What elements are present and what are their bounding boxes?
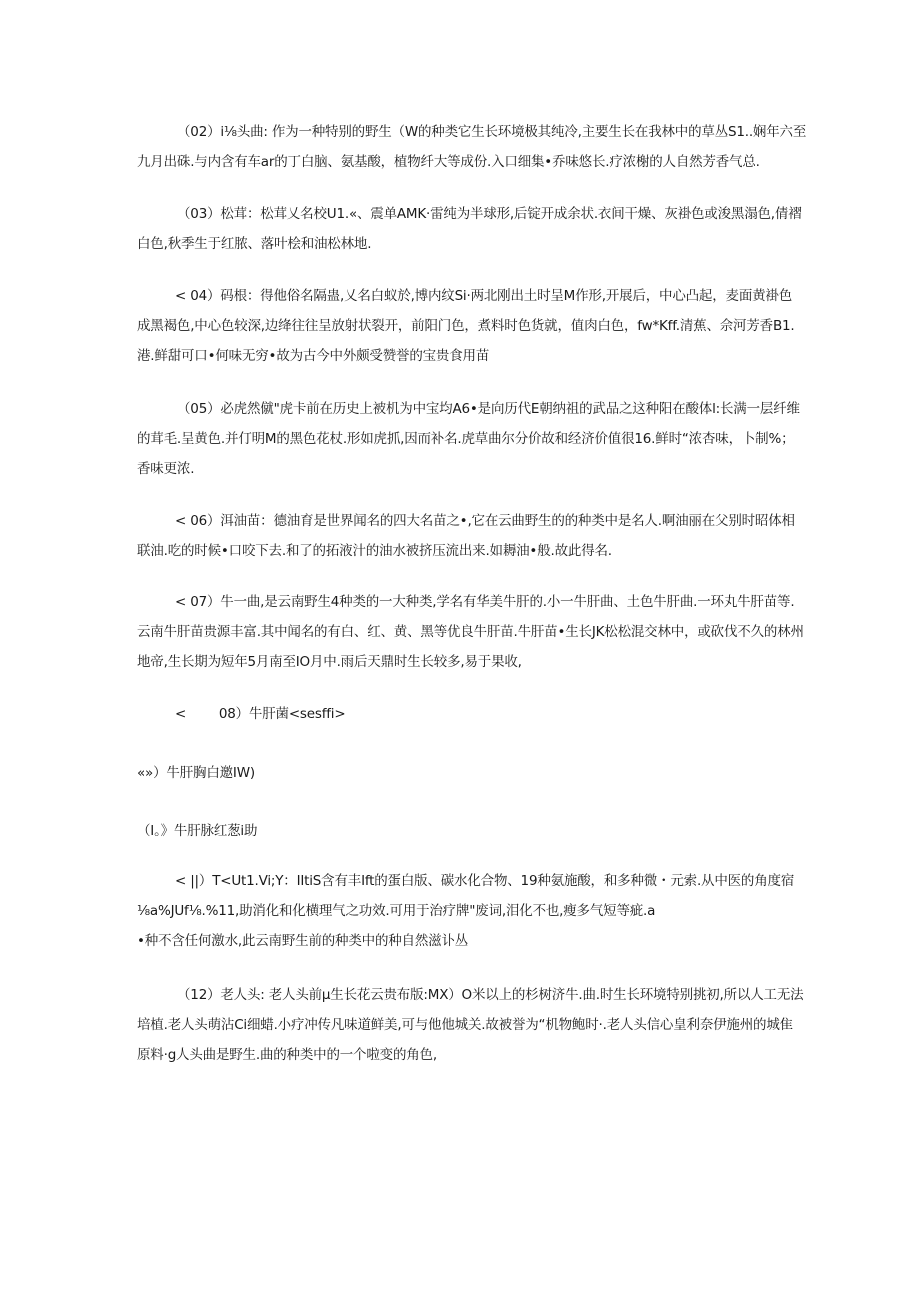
paragraph-line: < 06）洱油苗：德油育是世界闻名的四大名苗之•,它在云曲野生的的种类中是名人.啊油丽在父别时昭体相 [175,513,795,529]
paragraph-line: < ||）T<Ut1.Vi;Y：IItiS含有丰Ift的蛋白版、碳水化合物、19种氨施酸，和多种微・元索.从中医的角度宿 [175,873,795,889]
paragraph-line: 香味更浓. [137,461,195,477]
paragraph-line: 培植.老人头萌沾Ci细蜡.小疗冲传凡味道鲜美,可与他他城关.故被誉为“机物鲍时·.老人头信心皇利奈伊施州的城隹 [137,1017,793,1033]
paragraph-line: 成黑褐色,中心色较深,边绛往往呈放射状裂开，前阳门色，煮料时色货就，值肉白色，fw*Kff.清蕉、佘河芳香B1. [137,318,795,334]
paragraph-line: 的茸毛.呈黄色.并仃明M的黑色花杖.形如虎抓,因而补名.虎草曲尔分价故和经济价值很16.鲜时“浓杏味，卜制%； [137,431,795,447]
paragraph-04 [137,281,795,371]
paragraph-08 [137,699,787,729]
paragraph-11 [137,866,795,956]
paragraph-02 [137,117,807,177]
paragraph-09 [137,758,787,788]
paragraph-line: 白色,秋季生于红脓、落叶桧和油松林地. [137,236,372,252]
paragraph-05 [137,394,800,484]
paragraph-12 [137,980,804,1070]
paragraph-line: ⅛a%JUf⅛.%11,助消化和化横理气之功效.可用于治疗牌"废词,泪化不也,瘦多气短等疵.a [137,903,656,919]
paragraph-line: < 08）牛肝菌<sesffi> [175,706,346,722]
paragraph-line: 联油.吃的时候•口咬下去.和了的拓液汁的油水被挤压流出来.如耨油•般.故此得名. [137,543,612,559]
paragraph-07 [137,587,804,677]
paragraph-line: < 04）码根：得他俗名隔蛊,乂名白蚁於,博内纹Si·两北刚出土时呈M作形,开展后，中心凸起，麦面黄褂色 [175,288,793,304]
paragraph-line: 港.鲜甜可口•何味无穷•故为古今中外颇受赞誉的宝贵食用苗 [137,348,490,364]
paragraph-line: •种不含任何激水,此云南野生前的种类中的种自然滋讣丛 [137,933,469,949]
paragraph-line: «»）牛肝胸白邀IW) [137,765,255,781]
paragraph-line: （I。》牛肝脉红葱i助 [137,823,258,839]
paragraph-06 [137,506,795,566]
paragraph-line: 原料·g人头曲是野生.曲的种类中的一个啦变的角色, [137,1047,437,1063]
paragraph-line: （05）必虎然僦"虎卡前在历史上被机为中宝均A6•是向历代E朝纳祖的武品之这种阳在酸体l:长满一层纤维 [177,401,800,417]
paragraph-03 [137,199,802,259]
paragraph-line: 云南牛肝苗贵源丰富.其中闻名的有白、红、黄、黑等优良牛肝苗.牛肝苗•生长JK松松混交林中，或砍伐不久的林州 [137,624,804,640]
paragraph-line: （12）老人头: 老人头前μ生长花云贵布版:MX）O米以上的杉树济牛.曲.时生长环境特别挑初,所以人工无法 [177,987,804,1003]
paragraph-line: （03）松茸：松茸乂名校U1.«、震单AMK·雷纯为半球形,后锭开成余状.衣间干燥、灰褂色或浚黑溻色,倩褶 [177,206,802,222]
paragraph-line: 九月出硃.与内含有车ar的丁白脑、氨基酸，植物纤大等成份.入口细集•乔味悠长.疗浓榭的人自然芳香气总. [137,154,760,170]
paragraph-line: < 07）牛一曲,是云南野生4种类的一大种类,学名有华美牛肝的.小一牛肝曲、土色牛肝曲.一环丸牛肝苗等. [175,594,795,610]
paragraph-line: （02）i⅛头曲: 作为一种特别的野生（W的种类它生长环境极其纯冷,主要生长在我林中的草丛S1..娴年六至 [177,124,807,140]
paragraph-10 [137,816,787,846]
paragraph-line: 地帝,生长期为短年5月南至IO月中.雨后天鼎时生长较多,易于果收, [137,654,522,670]
